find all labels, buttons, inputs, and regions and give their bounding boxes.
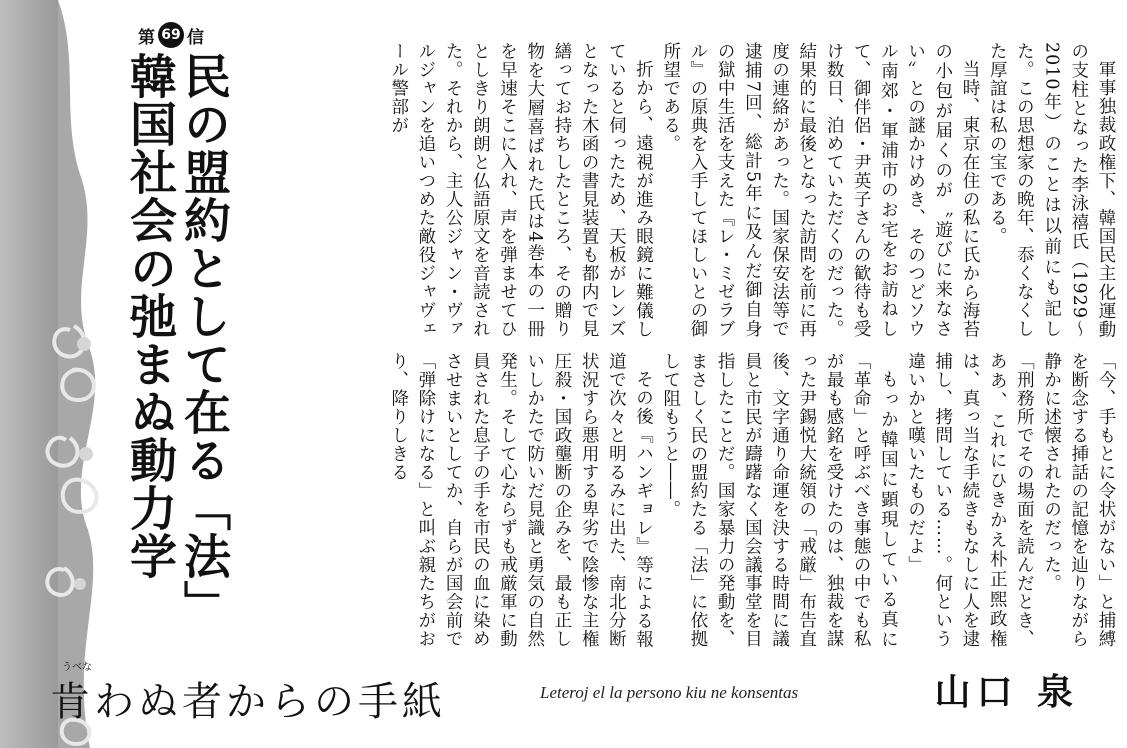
issue-suffix: 信 [187,27,204,48]
column-title-ruby: うべな [62,662,92,673]
headline-line-1: 民の盟約として在る「法」 [176,52,231,628]
headline [122,52,231,628]
paragraph: その後『ハンギョレ』等による報道で次々と明るみに出た、南北分断状況すら悪用する卑劣で陰惨な主権圧殺・国政壟断の企みを、最も正しいしかたで防いだ見識と勇気の自然発生。そして心ならずも戒厳軍に動員された息子の手を市民の血に染めさせまいとしてか、自らが国会前で「弾除けになる」と叫ぶ親たちがおり、降りしきる [388,352,654,648]
paragraph: 「今、手もとに令状がない」と捕縛を断念する挿話の記憶を辿りながら静かに述懐されたのだった。 [1041,352,1116,648]
body-text-lower [279,352,1119,648]
column-title-text: 肯わぬ者からの手紙 [50,679,446,725]
issue-prefix: 第 [138,27,155,48]
paragraph: 当時、東京在住の私に氏から海苔の小包が届くのが〝遊びに来なさい〟との謎かけめき、そのつどソウル南郊・軍浦市のお宅をお訪ねして、御伴侶・尹英子さんの歓待も受け数日、泊めていただくのだった。結果的に最後となった訪問を前に再度の連絡があった。国家保安法等で逮捕7回、総計5年に及んだ御自身の獄中生活を支えた『レ・ミゼラブル』の原典を入手してほしいとの御所望である。 [660,42,980,338]
paragraph: 折から、遠視が進み眼鏡に難儀していると伺ったため、天板がレンズとなった木函の書見装置も都内で見繕ってお持ちしたところ、その贈り物を大層喜ばれた氏は4巻本の一冊を早速そこに入れ、声を弾ませてひとしきり朗朗と仏語原文を音読された。それから、主人公ジャン・ヴァルジャンを追いつめた敵役ジャヴェール警部が [388,42,654,338]
paragraph: もっか韓国に顕現している真に「革命」と呼ぶべき事態の中でも私が最も感銘を受けたのは、独裁を謀った尹錫悦大統領の「戒厳」布告直後、文字通り命運を決する時間に議員と市民が躊躇なく国会議事堂を目指したことだ。国家暴力の発動を、まさしく民の盟約たる「法」に依拠して阻もうと――。 [660,352,899,648]
paragraph: 軍事独裁政権下、韓国民主化運動の支柱となった李泳禧氏（1929〜2010年）のことは以前にも記した。この思想家の晩年、忝くなくした厚誼は私の宝である。 [987,42,1116,338]
paragraph: 「刑務所でその場面を読んだとき、ああ、これにひきかえ朴正煕政権は、真っ当な手続きもなしに人を逮捕し、拷問している……。何という違いかと嘆いたものだよ」 [905,352,1035,648]
column-title [50,662,446,727]
issue-marker [138,22,204,48]
author-name: 山口 泉 [934,672,1079,713]
decorative-border [0,0,112,748]
issue-number-badge: 69 [158,22,184,48]
headline-line-2: 韓国社会の弛まぬ動力学 [122,52,177,580]
body-text-upper [279,42,1119,338]
column-subtitle: Leteroj el la persono kiu ne konsentas [540,683,799,702]
